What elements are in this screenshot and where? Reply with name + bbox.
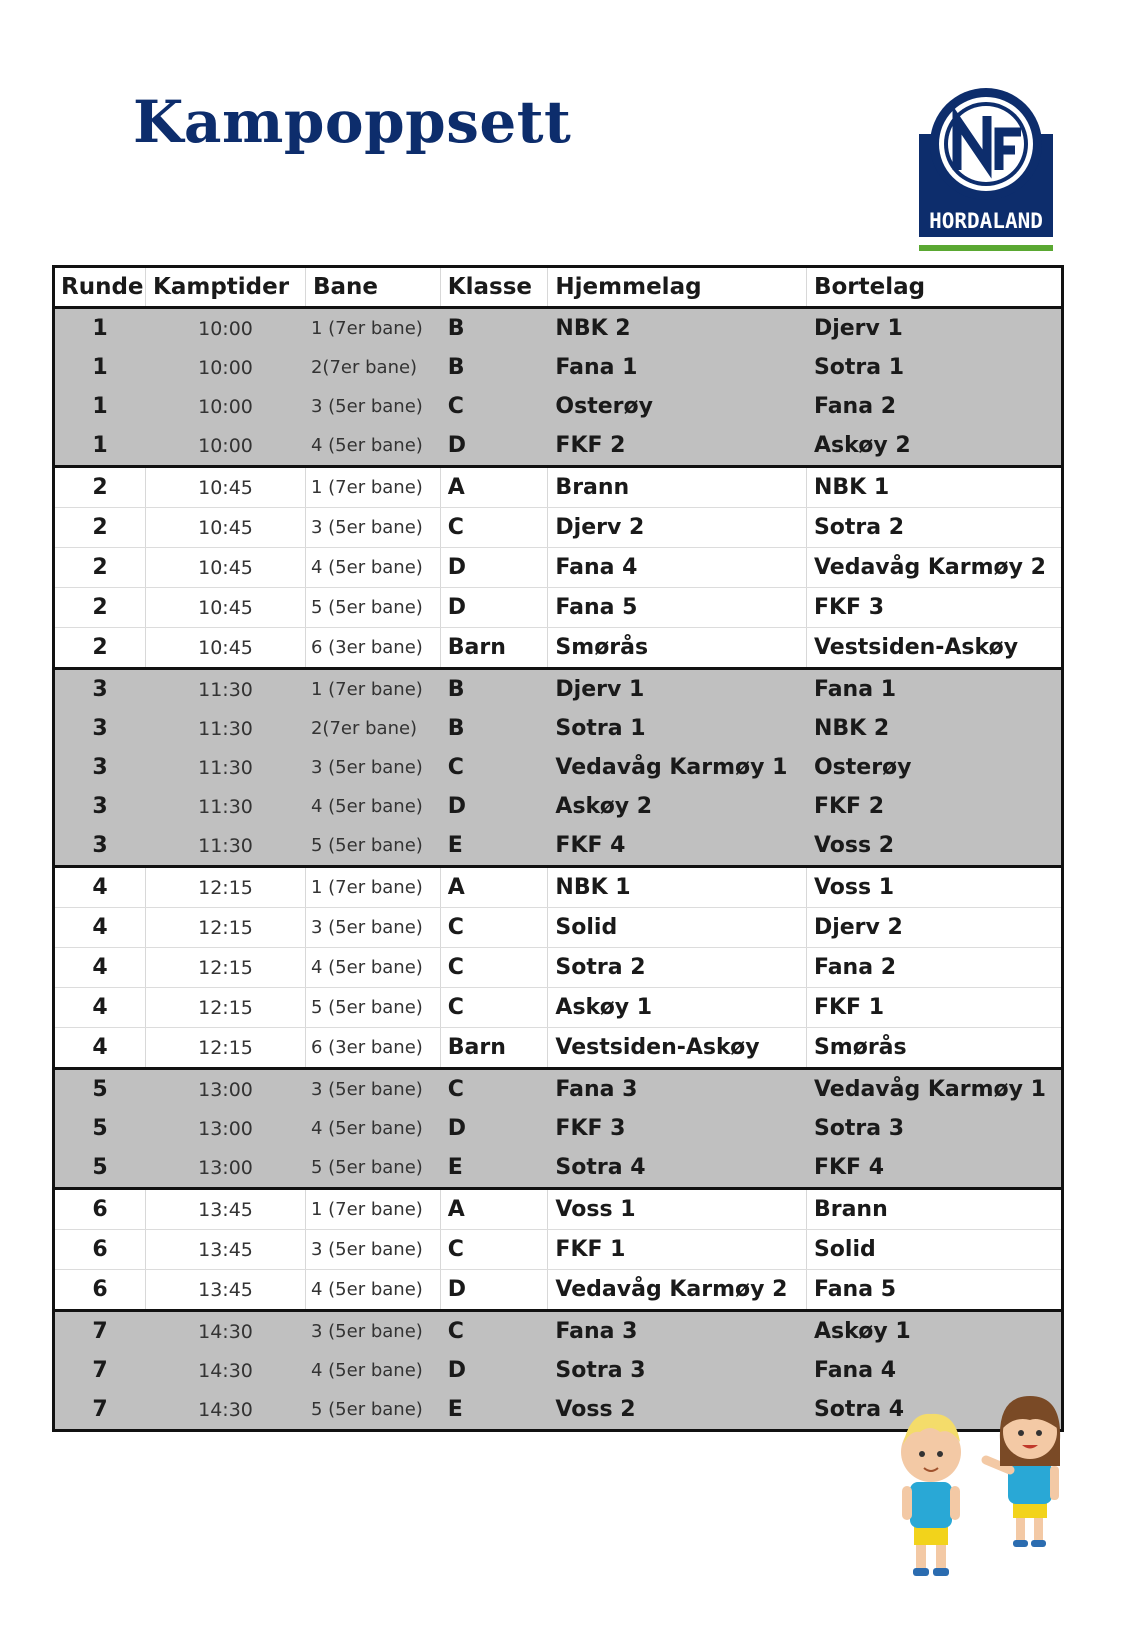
- cell-kamptid: 10:45: [146, 508, 306, 548]
- cell-bane: 3 (5er bane): [305, 1230, 440, 1270]
- cell-bortelag: Fana 2: [806, 387, 1061, 426]
- cell-bane: 3 (5er bane): [305, 748, 440, 787]
- cell-hjemmelag: Djerv 2: [548, 508, 807, 548]
- cell-kamptid: 11:30: [146, 669, 306, 710]
- cell-kamptid: 13:45: [146, 1270, 306, 1311]
- cell-kamptid: 12:15: [146, 948, 306, 988]
- cell-bane: 4 (5er bane): [305, 1270, 440, 1311]
- cell-bortelag: Voss 1: [806, 867, 1061, 908]
- cell-runde: 5: [55, 1148, 146, 1189]
- cell-bortelag: Fana 5: [806, 1270, 1061, 1311]
- cell-hjemmelag: Solid: [548, 908, 807, 948]
- header-runde: Runde: [55, 268, 146, 308]
- cell-runde: 6: [55, 1189, 146, 1230]
- cell-bortelag: Vestsiden-Askøy: [806, 628, 1061, 669]
- cell-klasse: D: [440, 588, 548, 628]
- cell-kamptid: 10:00: [146, 387, 306, 426]
- cell-bane: 3 (5er bane): [305, 387, 440, 426]
- cell-runde: 5: [55, 1069, 146, 1110]
- cell-kamptid: 10:00: [146, 308, 306, 349]
- cell-kamptid: 13:45: [146, 1189, 306, 1230]
- cell-bane: 1 (7er bane): [305, 467, 440, 508]
- header-bortelag: Bortelag: [806, 268, 1061, 308]
- cell-klasse: Barn: [440, 628, 548, 669]
- round-group: [55, 308, 1061, 467]
- header-kamptider: Kamptider: [146, 268, 306, 308]
- cell-bortelag: NBK 2: [806, 709, 1061, 748]
- table-row: [55, 908, 1061, 948]
- cell-runde: 3: [55, 787, 146, 826]
- boy-figure: [901, 1414, 961, 1576]
- cell-klasse: D: [440, 1270, 548, 1311]
- cell-hjemmelag: Osterøy: [548, 387, 807, 426]
- cell-bane: 5 (5er bane): [305, 826, 440, 867]
- cell-runde: 1: [55, 308, 146, 349]
- cell-bortelag: Sotra 3: [806, 1109, 1061, 1148]
- table-row: [55, 308, 1061, 349]
- cell-bortelag: FKF 1: [806, 988, 1061, 1028]
- cell-runde: 7: [55, 1351, 146, 1390]
- cell-bortelag: Solid: [806, 1230, 1061, 1270]
- cell-klasse: C: [440, 508, 548, 548]
- cell-bortelag: Askøy 1: [806, 1311, 1061, 1352]
- cell-klasse: C: [440, 748, 548, 787]
- page-title: Kampoppsett: [133, 88, 572, 156]
- cell-bortelag: Voss 2: [806, 826, 1061, 867]
- cell-kamptid: 10:45: [146, 467, 306, 508]
- round-group: [55, 1069, 1061, 1189]
- cell-hjemmelag: FKF 2: [548, 426, 807, 467]
- table-row: [55, 1148, 1061, 1189]
- cell-kamptid: 10:00: [146, 426, 306, 467]
- cell-hjemmelag: FKF 3: [548, 1109, 807, 1148]
- cell-bane: 5 (5er bane): [305, 588, 440, 628]
- cell-bane: 4 (5er bane): [305, 1351, 440, 1390]
- cell-bortelag: Osterøy: [806, 748, 1061, 787]
- cell-bane: 4 (5er bane): [305, 787, 440, 826]
- table-row: [55, 1189, 1061, 1230]
- cell-klasse: C: [440, 1230, 548, 1270]
- cell-hjemmelag: Fana 3: [548, 1311, 807, 1352]
- cell-bortelag: Brann: [806, 1189, 1061, 1230]
- cell-hjemmelag: Vedavåg Karmøy 1: [548, 748, 807, 787]
- table-row: [55, 426, 1061, 467]
- cell-kamptid: 13:00: [146, 1148, 306, 1189]
- cell-klasse: C: [440, 1069, 548, 1110]
- cell-bortelag: Djerv 1: [806, 308, 1061, 349]
- cell-bortelag: Fana 2: [806, 948, 1061, 988]
- cell-hjemmelag: Smørås: [548, 628, 807, 669]
- cell-kamptid: 10:45: [146, 588, 306, 628]
- cell-klasse: C: [440, 387, 548, 426]
- cell-klasse: Barn: [440, 1028, 548, 1069]
- cell-runde: 3: [55, 826, 146, 867]
- cell-klasse: E: [440, 826, 548, 867]
- nff-hordaland-logo: [917, 86, 1055, 256]
- cell-bortelag: Askøy 2: [806, 426, 1061, 467]
- table-row: [55, 548, 1061, 588]
- table-header-row: [55, 268, 1061, 308]
- cell-bane: 4 (5er bane): [305, 948, 440, 988]
- cell-kamptid: 14:30: [146, 1390, 306, 1429]
- table-row: [55, 1270, 1061, 1311]
- cell-hjemmelag: FKF 4: [548, 826, 807, 867]
- table-row: [55, 669, 1061, 710]
- table-row: [55, 1109, 1061, 1148]
- logo-region-text: HORDALAND: [929, 209, 1043, 233]
- cell-bortelag: Sotra 2: [806, 508, 1061, 548]
- cell-kamptid: 11:30: [146, 748, 306, 787]
- cell-bane: 5 (5er bane): [305, 1390, 440, 1429]
- cell-klasse: A: [440, 867, 548, 908]
- cell-kamptid: 10:00: [146, 348, 306, 387]
- cell-bane: 5 (5er bane): [305, 988, 440, 1028]
- table-row: [55, 1069, 1061, 1110]
- header-bane: Bane: [305, 268, 440, 308]
- cell-bortelag: Vedavåg Karmøy 2: [806, 548, 1061, 588]
- table-row: [55, 467, 1061, 508]
- cell-runde: 4: [55, 908, 146, 948]
- cell-hjemmelag: Brann: [548, 467, 807, 508]
- cell-kamptid: 12:15: [146, 867, 306, 908]
- cell-runde: 3: [55, 709, 146, 748]
- cell-bane: 1 (7er bane): [305, 1189, 440, 1230]
- cell-runde: 2: [55, 628, 146, 669]
- cell-runde: 1: [55, 348, 146, 387]
- cell-bane: 4 (5er bane): [305, 548, 440, 588]
- cell-bortelag: FKF 2: [806, 787, 1061, 826]
- cell-kamptid: 13:00: [146, 1109, 306, 1148]
- cell-hjemmelag: NBK 2: [548, 308, 807, 349]
- cell-hjemmelag: Sotra 1: [548, 709, 807, 748]
- table-row: [55, 348, 1061, 387]
- cell-hjemmelag: Askøy 2: [548, 787, 807, 826]
- table-row: [55, 628, 1061, 669]
- cell-runde: 4: [55, 988, 146, 1028]
- cell-runde: 2: [55, 508, 146, 548]
- cell-kamptid: 10:45: [146, 628, 306, 669]
- cell-bortelag: FKF 3: [806, 588, 1061, 628]
- cell-kamptid: 11:30: [146, 826, 306, 867]
- cell-bane: 3 (5er bane): [305, 1069, 440, 1110]
- cell-runde: 3: [55, 669, 146, 710]
- table-row: [55, 787, 1061, 826]
- cell-hjemmelag: Fana 3: [548, 1069, 807, 1110]
- cell-klasse: B: [440, 308, 548, 349]
- cell-kamptid: 12:15: [146, 988, 306, 1028]
- cell-bane: 6 (3er bane): [305, 1028, 440, 1069]
- cell-klasse: E: [440, 1148, 548, 1189]
- cell-bane: 1 (7er bane): [305, 308, 440, 349]
- round-group: [55, 669, 1061, 867]
- cell-hjemmelag: Voss 2: [548, 1390, 807, 1429]
- cell-bortelag: Smørås: [806, 1028, 1061, 1069]
- cell-kamptid: 11:30: [146, 709, 306, 748]
- cell-hjemmelag: Sotra 4: [548, 1148, 807, 1189]
- round-group: [55, 1189, 1061, 1311]
- table-row: [55, 988, 1061, 1028]
- cell-bane: 6 (3er bane): [305, 628, 440, 669]
- table-row: [55, 1311, 1061, 1352]
- match-schedule-table: [52, 265, 1064, 1432]
- cell-runde: 6: [55, 1230, 146, 1270]
- cell-hjemmelag: Fana 5: [548, 588, 807, 628]
- cell-hjemmelag: Fana 1: [548, 348, 807, 387]
- cell-runde: 2: [55, 548, 146, 588]
- cell-kamptid: 14:30: [146, 1351, 306, 1390]
- cell-bortelag: Vedavåg Karmøy 1: [806, 1069, 1061, 1110]
- children-illustration: [900, 1390, 1090, 1590]
- table-row: [55, 748, 1061, 787]
- cell-runde: 2: [55, 467, 146, 508]
- cell-klasse: D: [440, 548, 548, 588]
- table-row: [55, 588, 1061, 628]
- round-group: [55, 467, 1061, 669]
- cell-klasse: D: [440, 1351, 548, 1390]
- cell-runde: 7: [55, 1311, 146, 1352]
- header-klasse: Klasse: [440, 268, 548, 308]
- cell-hjemmelag: Vedavåg Karmøy 2: [548, 1270, 807, 1311]
- cell-klasse: B: [440, 669, 548, 710]
- cell-runde: 3: [55, 748, 146, 787]
- cell-kamptid: 11:30: [146, 787, 306, 826]
- cell-hjemmelag: Askøy 1: [548, 988, 807, 1028]
- cell-bortelag: FKF 4: [806, 1148, 1061, 1189]
- table-row: [55, 508, 1061, 548]
- cell-kamptid: 13:45: [146, 1230, 306, 1270]
- table-row: [55, 1351, 1061, 1390]
- cell-hjemmelag: Fana 4: [548, 548, 807, 588]
- girl-figure: [986, 1396, 1060, 1547]
- table-row: [55, 1028, 1061, 1069]
- cell-klasse: D: [440, 787, 548, 826]
- cell-klasse: A: [440, 1189, 548, 1230]
- cell-bortelag: Fana 4: [806, 1351, 1061, 1390]
- cell-hjemmelag: FKF 1: [548, 1230, 807, 1270]
- cell-runde: 5: [55, 1109, 146, 1148]
- cell-hjemmelag: Sotra 2: [548, 948, 807, 988]
- table-row: [55, 867, 1061, 908]
- cell-klasse: D: [440, 426, 548, 467]
- cell-bortelag: Fana 1: [806, 669, 1061, 710]
- round-group: [55, 867, 1061, 1069]
- cell-kamptid: 14:30: [146, 1311, 306, 1352]
- table-row: [55, 948, 1061, 988]
- cell-klasse: C: [440, 948, 548, 988]
- cell-klasse: B: [440, 348, 548, 387]
- cell-kamptid: 12:15: [146, 1028, 306, 1069]
- cell-runde: 7: [55, 1390, 146, 1429]
- cell-bortelag: Sotra 4: [806, 1390, 1061, 1429]
- cell-klasse: C: [440, 988, 548, 1028]
- table-row: [55, 1230, 1061, 1270]
- cell-runde: 1: [55, 387, 146, 426]
- cell-kamptid: 13:00: [146, 1069, 306, 1110]
- cell-runde: 2: [55, 588, 146, 628]
- cell-runde: 4: [55, 948, 146, 988]
- cell-bane: 3 (5er bane): [305, 908, 440, 948]
- cell-hjemmelag: Voss 1: [548, 1189, 807, 1230]
- cell-bane: 4 (5er bane): [305, 426, 440, 467]
- cell-bortelag: Djerv 2: [806, 908, 1061, 948]
- cell-klasse: A: [440, 467, 548, 508]
- cell-klasse: E: [440, 1390, 548, 1429]
- cell-bortelag: NBK 1: [806, 467, 1061, 508]
- cell-hjemmelag: Sotra 3: [548, 1351, 807, 1390]
- cell-runde: 4: [55, 867, 146, 908]
- cell-runde: 6: [55, 1270, 146, 1311]
- cell-klasse: C: [440, 1311, 548, 1352]
- cell-bane: 1 (7er bane): [305, 867, 440, 908]
- cell-bane: 1 (7er bane): [305, 669, 440, 710]
- table-row: [55, 709, 1061, 748]
- cell-hjemmelag: NBK 1: [548, 867, 807, 908]
- cell-hjemmelag: Vestsiden-Askøy: [548, 1028, 807, 1069]
- cell-bane: 3 (5er bane): [305, 508, 440, 548]
- cell-kamptid: 10:45: [146, 548, 306, 588]
- cell-klasse: C: [440, 908, 548, 948]
- cell-klasse: D: [440, 1109, 548, 1148]
- cell-bane: 4 (5er bane): [305, 1109, 440, 1148]
- cell-bane: 2(7er bane): [305, 348, 440, 387]
- cell-runde: 4: [55, 1028, 146, 1069]
- cell-bane: 5 (5er bane): [305, 1148, 440, 1189]
- table-row: [55, 826, 1061, 867]
- cell-bane: 3 (5er bane): [305, 1311, 440, 1352]
- cell-klasse: B: [440, 709, 548, 748]
- cell-bortelag: Sotra 1: [806, 348, 1061, 387]
- cell-hjemmelag: Djerv 1: [548, 669, 807, 710]
- cell-bane: 2(7er bane): [305, 709, 440, 748]
- cell-kamptid: 12:15: [146, 908, 306, 948]
- header-hjemmelag: Hjemmelag: [548, 268, 807, 308]
- cell-runde: 1: [55, 426, 146, 467]
- table-row: [55, 387, 1061, 426]
